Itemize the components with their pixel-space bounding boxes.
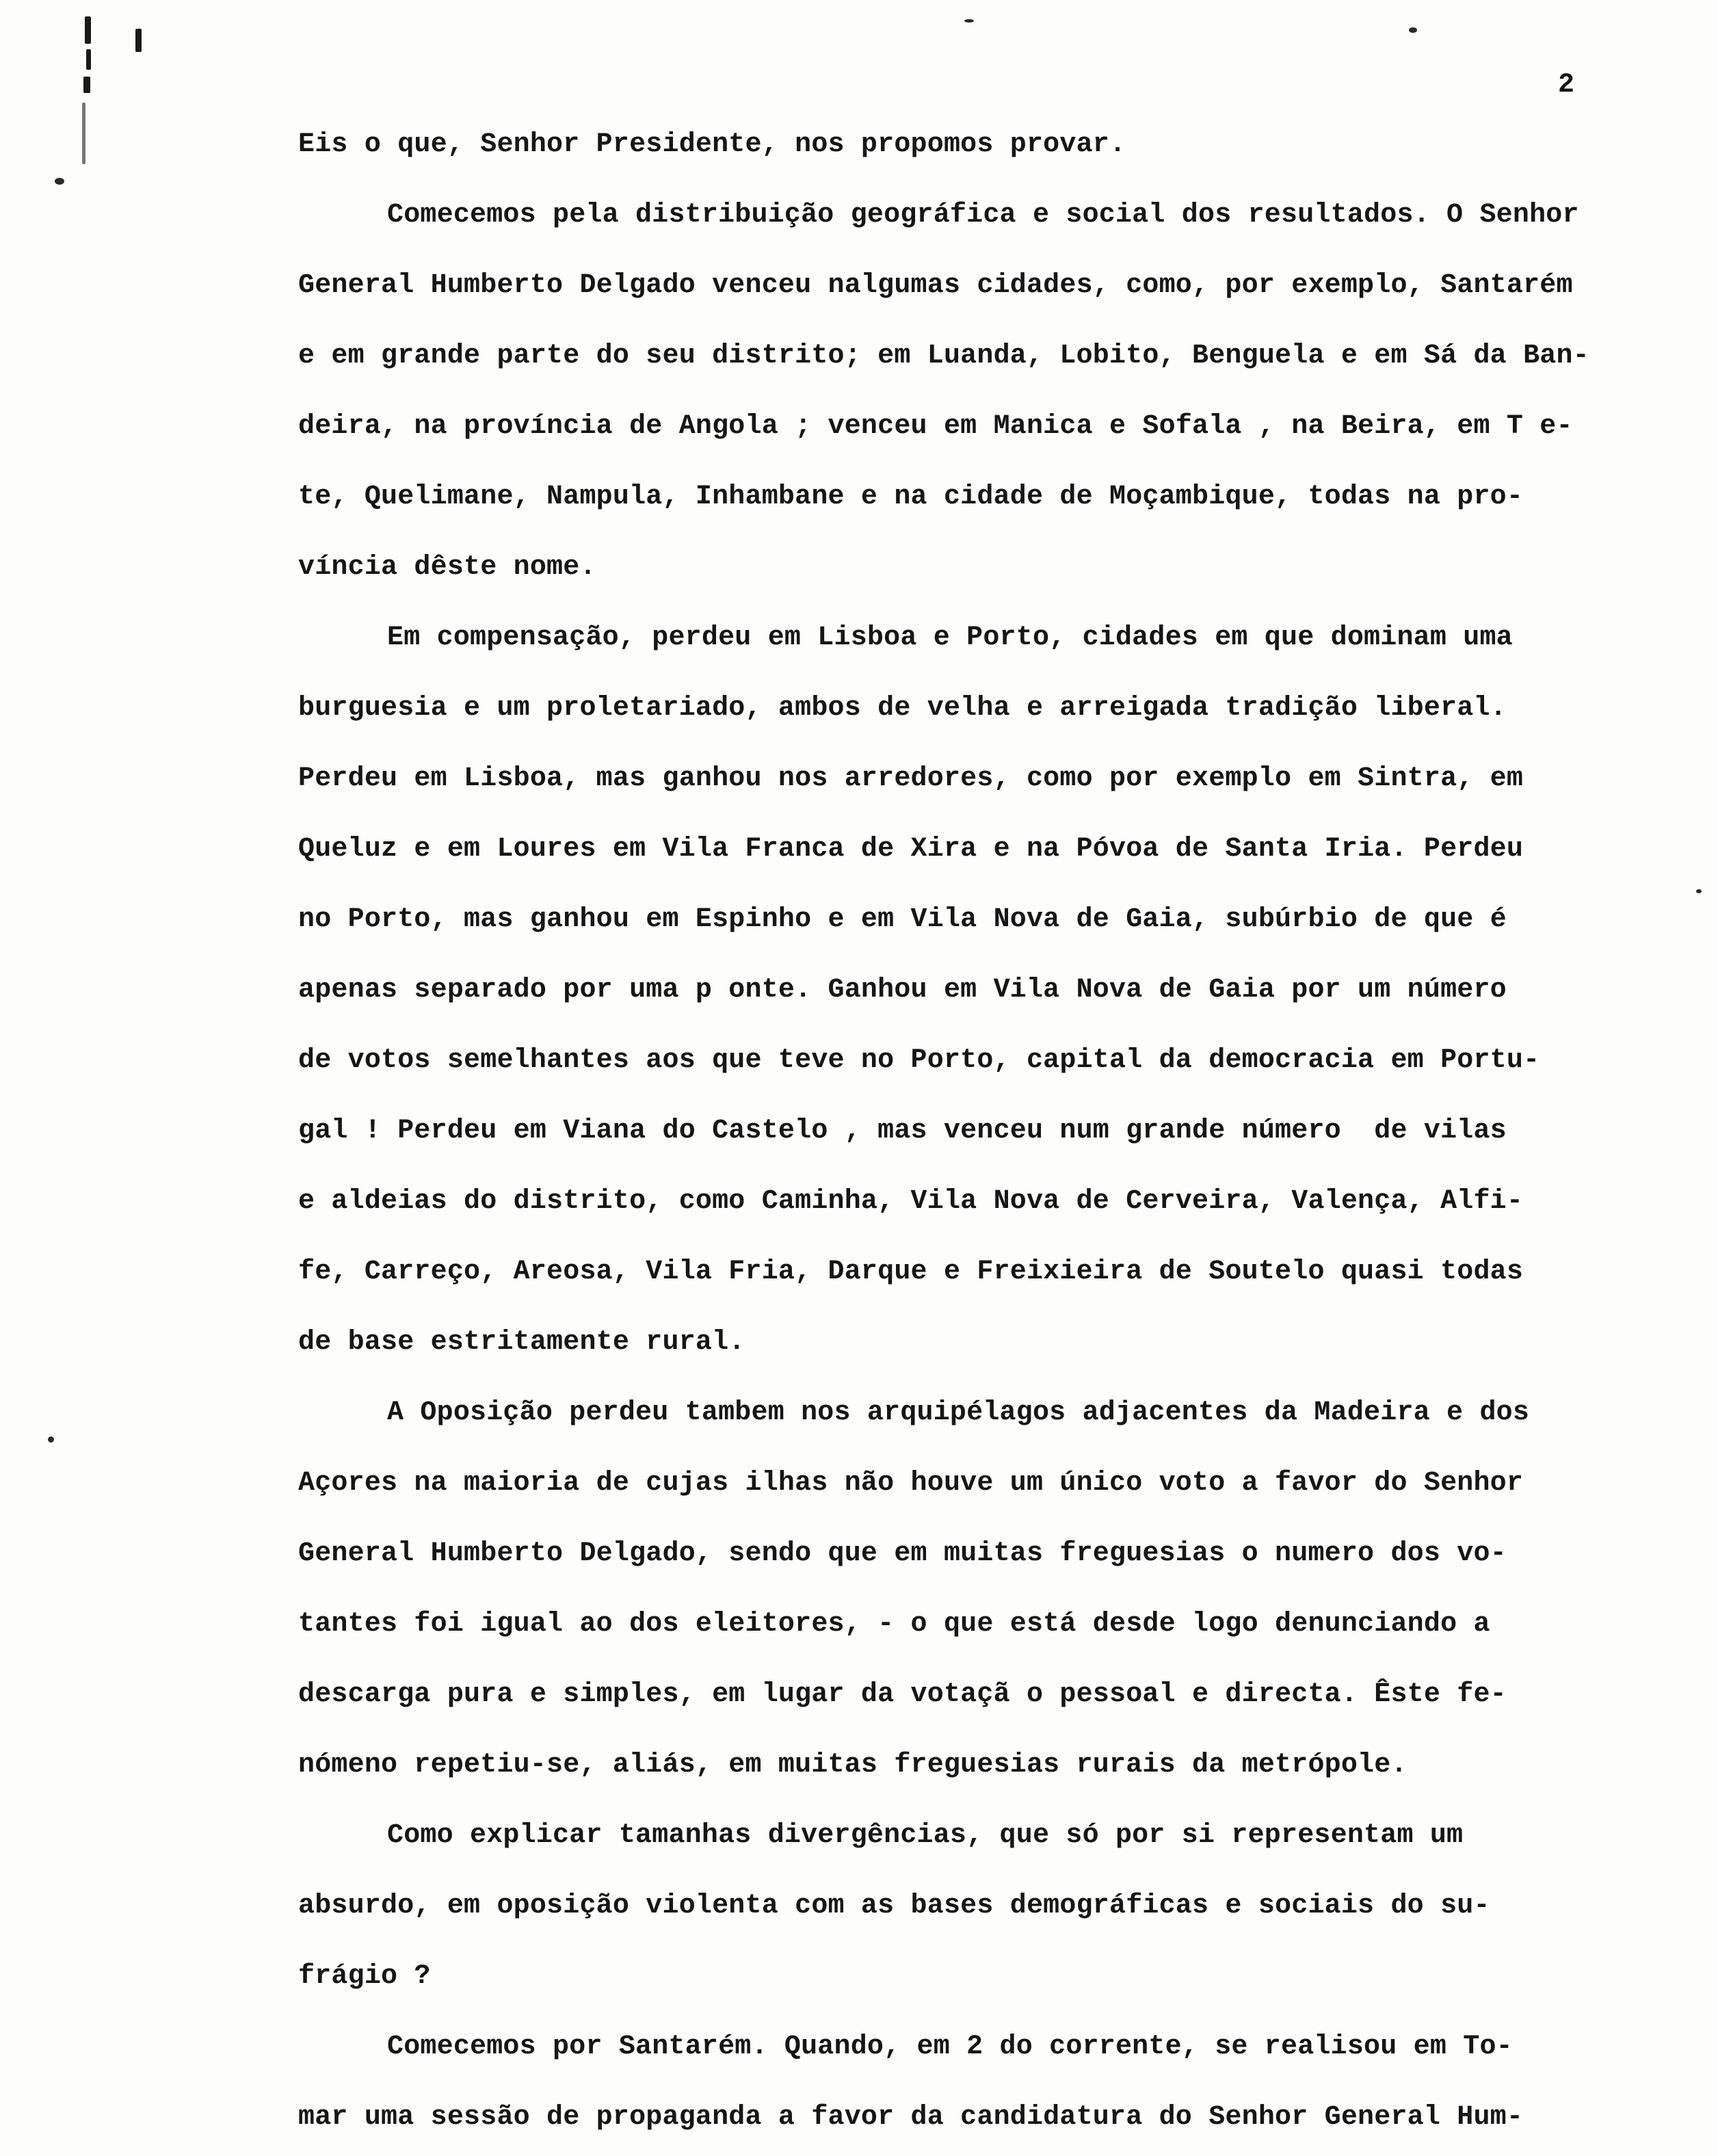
scan-artifacts xyxy=(75,14,150,192)
text-line: Queluz e em Loures em Vila Franca de Xira e na Póvoa de Santa Iria. Perdeu xyxy=(298,834,1524,865)
text-line: apenas separado por uma p onte. Ganhou em Vila Nova de Gaia por um número xyxy=(298,975,1507,1005)
text-line: deira, na província de Angola ; venceu em Manica e Sofala , na Beira, em T e- xyxy=(298,411,1573,442)
text-line: absurdo, em oposição violenta com as bases demográficas e sociais do su- xyxy=(298,1891,1490,1921)
text-line: Comecemos pela distribuição geográfica e social dos resultados. O Senhor xyxy=(387,200,1579,231)
text-line: A Oposição perdeu tambem nos arquipélagos adjacentes da Madeira e dos xyxy=(387,1397,1530,1428)
document-body xyxy=(298,109,1625,2153)
text-line: General Humberto Delgado venceu nalgumas cidades, como, por exemplo, Santarém xyxy=(298,270,1573,301)
text-line: de base estritamente rural. xyxy=(298,1327,745,1358)
text-line: tantes foi igual ao dos eleitores, - o que está desde logo denunciando a xyxy=(298,1609,1490,1640)
scan-speck xyxy=(1696,889,1702,893)
text-line: mar uma sessão de propaganda a favor da candidatura do Senhor General Hum- xyxy=(298,2102,1524,2133)
text-line: e aldeias do distrito, como Caminha, Vila Nova de Cerveira, Valença, Alfi- xyxy=(298,1186,1524,1217)
text-line: Em compensação, perdeu em Lisboa e Porto, cidades em que dominam uma xyxy=(387,622,1513,653)
text-line: Como explicar tamanhas divergências, que só por si representam um xyxy=(387,1820,1464,1851)
text-line: no Porto, mas ganhou em Espinho e em Vila Nova de Gaia, subúrbio de que é xyxy=(298,904,1507,935)
text-line: te, Quelimane, Nampula, Inhambane e na cidade de Moçambique, todas na pro- xyxy=(298,482,1524,512)
text-line: Açores na maioria de cujas ilhas não houve um único voto a favor do Senhor xyxy=(298,1468,1524,1499)
text-line: fe, Carreço, Areosa, Vila Fria, Darque e Freixieira de Soutelo quasi todas xyxy=(298,1257,1524,1287)
text-line: frágio ? xyxy=(298,1961,431,1992)
text-line: de votos semelhantes aos que teve no Porto, capital da democracia em Portu- xyxy=(298,1045,1540,1076)
text-line: gal ! Perdeu em Viana do Castelo , mas venceu num grande número de vilas xyxy=(298,1116,1507,1146)
text-line: Comecemos por Santarém. Quando, em 2 do corrente, se realisou em To- xyxy=(387,2032,1513,2062)
text-line: e em grande parte do seu distrito; em Luanda, Lobito, Benguela e em Sá da Ban- xyxy=(298,341,1589,371)
scan-speck xyxy=(48,1436,54,1443)
text-line: General Humberto Delgado, sendo que em muitas freguesias o numero dos vo- xyxy=(298,1538,1507,1569)
text-line: víncia dêste nome. xyxy=(298,552,596,583)
scan-speck xyxy=(964,19,974,23)
text-line: Eis o que, Senhor Presidente, nos propomos provar. xyxy=(298,129,1126,160)
text-line: Perdeu em Lisboa, mas ganhou nos arredores, como por exemplo em Sintra, em xyxy=(298,763,1524,794)
text-line: nómeno repetiu-se, aliás, em muitas freguesias rurais da metrópole. xyxy=(298,1750,1408,1780)
text-line: descarga pura e simples, em lugar da votaçã o pessoal e directa. Êste fe- xyxy=(298,1679,1507,1710)
page-number: 2 xyxy=(1557,70,1574,101)
scan-speck xyxy=(1409,27,1417,33)
text-line: burguesia e um proletariado, ambos de velha e arreigada tradição liberal. xyxy=(298,693,1507,724)
